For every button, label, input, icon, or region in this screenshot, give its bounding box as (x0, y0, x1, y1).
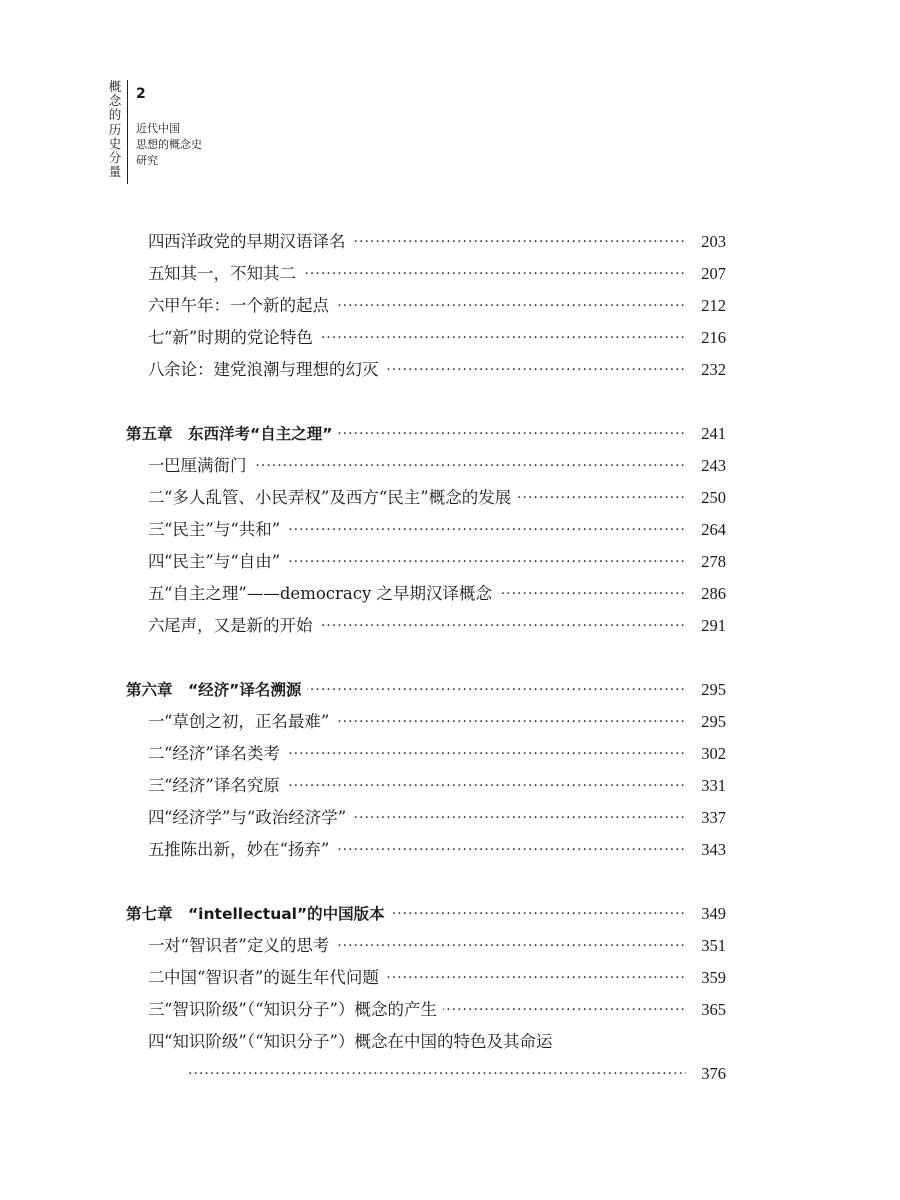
toc-entry[interactable] (126, 578, 726, 610)
series-title-char: 分 (108, 150, 122, 166)
section-title: “经济”译名究原 (164, 770, 286, 802)
toc-entry[interactable] (126, 610, 726, 642)
toc-entry-continuation[interactable] (126, 1058, 726, 1090)
toc-entry[interactable] (126, 322, 726, 354)
spacer (126, 866, 726, 898)
toc-entry[interactable] (126, 738, 726, 770)
section-number: 四 (148, 1032, 165, 1051)
page-ref: 331 (701, 776, 726, 795)
section-number: 二 (148, 744, 165, 763)
section-title: 余论：建党浪潮与理想的幻灭 (164, 354, 385, 386)
section-title: 巴厘满衙门 (164, 450, 253, 482)
table-of-contents (126, 226, 726, 1090)
section-title: “经济学”与“政治经济学” (164, 802, 352, 834)
chapter-entry[interactable] (126, 418, 726, 450)
section-title: “草创之初，正名最难” (164, 706, 335, 738)
page-ref: 337 (701, 808, 726, 827)
toc-entry[interactable] (126, 962, 726, 994)
toc-entry[interactable] (126, 834, 726, 866)
toc-entry[interactable] (126, 482, 726, 514)
page-ref: 291 (701, 616, 726, 635)
toc-entry[interactable] (126, 290, 726, 322)
series-title-char: 概 (108, 79, 122, 94)
section-number: 四 (148, 552, 165, 571)
page-ref: 250 (701, 488, 726, 507)
toc-entry-wrapped[interactable] (126, 1026, 726, 1058)
section-number: 七 (148, 328, 165, 347)
page-ref: 278 (701, 552, 726, 571)
section-number: 一 (148, 456, 165, 475)
page-number: 2 (136, 86, 146, 102)
section-title: “智识阶级”（“知识分子”）概念的产生 (164, 994, 443, 1026)
series-title-char: 的 (108, 107, 122, 123)
section-title: “民主”与“共和” (164, 514, 286, 546)
section-title: “多人乱管、小民弄权”及西方“民主”概念的发展 (164, 482, 517, 514)
section-title: “知识阶级”（“知识分子”）概念在中国的特色及其命运 (164, 1026, 559, 1058)
page-ref: 295 (701, 712, 726, 731)
section-number: 五 (148, 840, 165, 859)
section-number: 一 (148, 936, 165, 955)
section-number: 三 (148, 520, 165, 539)
section-number: 三 (148, 776, 165, 795)
chapter-title: 第六章 “经济”译名溯源 (126, 674, 307, 706)
page-ref: 302 (701, 744, 726, 763)
page-ref: 343 (701, 840, 726, 859)
section-title: 甲午年：一个新的起点 (164, 290, 335, 322)
toc-entry[interactable] (126, 354, 726, 386)
page-ref: 365 (701, 1000, 726, 1019)
page-ref: 203 (701, 232, 726, 251)
page-ref: 376 (701, 1064, 726, 1083)
section-title: 尾声，又是新的开始 (164, 610, 319, 642)
series-title-char: 史 (108, 135, 122, 151)
leader-dots (188, 1058, 686, 1090)
toc-entry[interactable] (126, 802, 726, 834)
toc-entry[interactable] (126, 930, 726, 962)
section-title: 对“智识者”定义的思考 (164, 930, 335, 962)
page-ref: 212 (701, 296, 726, 315)
section-title: “新”时期的党论特色 (164, 322, 319, 354)
section-title: “民主”与“自由” (164, 546, 286, 578)
section-number: 六 (148, 616, 165, 635)
page-ref: 216 (701, 328, 726, 347)
section-number: 一 (148, 712, 165, 731)
book-title-line: 思想的概念史 (136, 138, 202, 151)
toc-entry[interactable] (126, 450, 726, 482)
toc-entry[interactable] (126, 770, 726, 802)
page-ref: 286 (701, 584, 726, 603)
page-ref: 241 (701, 424, 726, 443)
page-ref: 349 (701, 904, 726, 923)
section-title: 西洋政党的早期汉语译名 (164, 226, 352, 258)
section-number: 四 (148, 232, 165, 251)
section-title: “经济”译名类考 (164, 738, 286, 770)
book-title-line: 近代中国 (136, 122, 180, 135)
toc-entry[interactable] (126, 546, 726, 578)
series-title-vertical (108, 80, 122, 179)
section-number: 三 (148, 1000, 165, 1019)
section-number: 六 (148, 296, 165, 315)
toc-entry[interactable] (126, 226, 726, 258)
page-ref: 295 (701, 680, 726, 699)
section-title: 推陈出新，妙在“扬弃” (164, 834, 335, 866)
section-number: 四 (148, 808, 165, 827)
section-title: 知其一，不知其二 (164, 258, 302, 290)
page-ref: 207 (701, 264, 726, 283)
section-title: 中国“智识者”的诞生年代问题 (164, 962, 385, 994)
spacer (126, 642, 726, 674)
header-divider (127, 80, 128, 184)
page-ref: 351 (701, 936, 726, 955)
section-number: 二 (148, 488, 165, 507)
page-ref: 232 (701, 360, 726, 379)
section-title: “自主之理”——democracy 之早期汉译概念 (164, 578, 498, 610)
page-ref: 243 (701, 456, 726, 475)
page-ref: 359 (701, 968, 726, 987)
series-title-char: 念 (108, 93, 122, 109)
section-number: 二 (148, 968, 165, 987)
chapter-entry[interactable] (126, 898, 726, 930)
toc-entry[interactable] (126, 514, 726, 546)
book-title-line: 研究 (136, 154, 158, 167)
book-title (136, 121, 202, 169)
spacer (126, 386, 726, 418)
toc-entry[interactable] (126, 258, 726, 290)
section-number: 五 (148, 264, 165, 283)
section-number: 五 (148, 584, 165, 603)
series-title-char: 历 (108, 121, 122, 137)
series-title-char: 量 (108, 164, 122, 180)
chapter-entry[interactable] (126, 674, 726, 706)
section-number: 八 (148, 360, 165, 379)
toc-entry[interactable] (126, 994, 726, 1026)
page-ref: 264 (701, 520, 726, 539)
toc-entry[interactable] (126, 706, 726, 738)
chapter-title: 第五章 东西洋考“自主之理” (126, 418, 338, 450)
chapter-title: 第七章 “intellectual”的中国版本 (126, 898, 391, 930)
